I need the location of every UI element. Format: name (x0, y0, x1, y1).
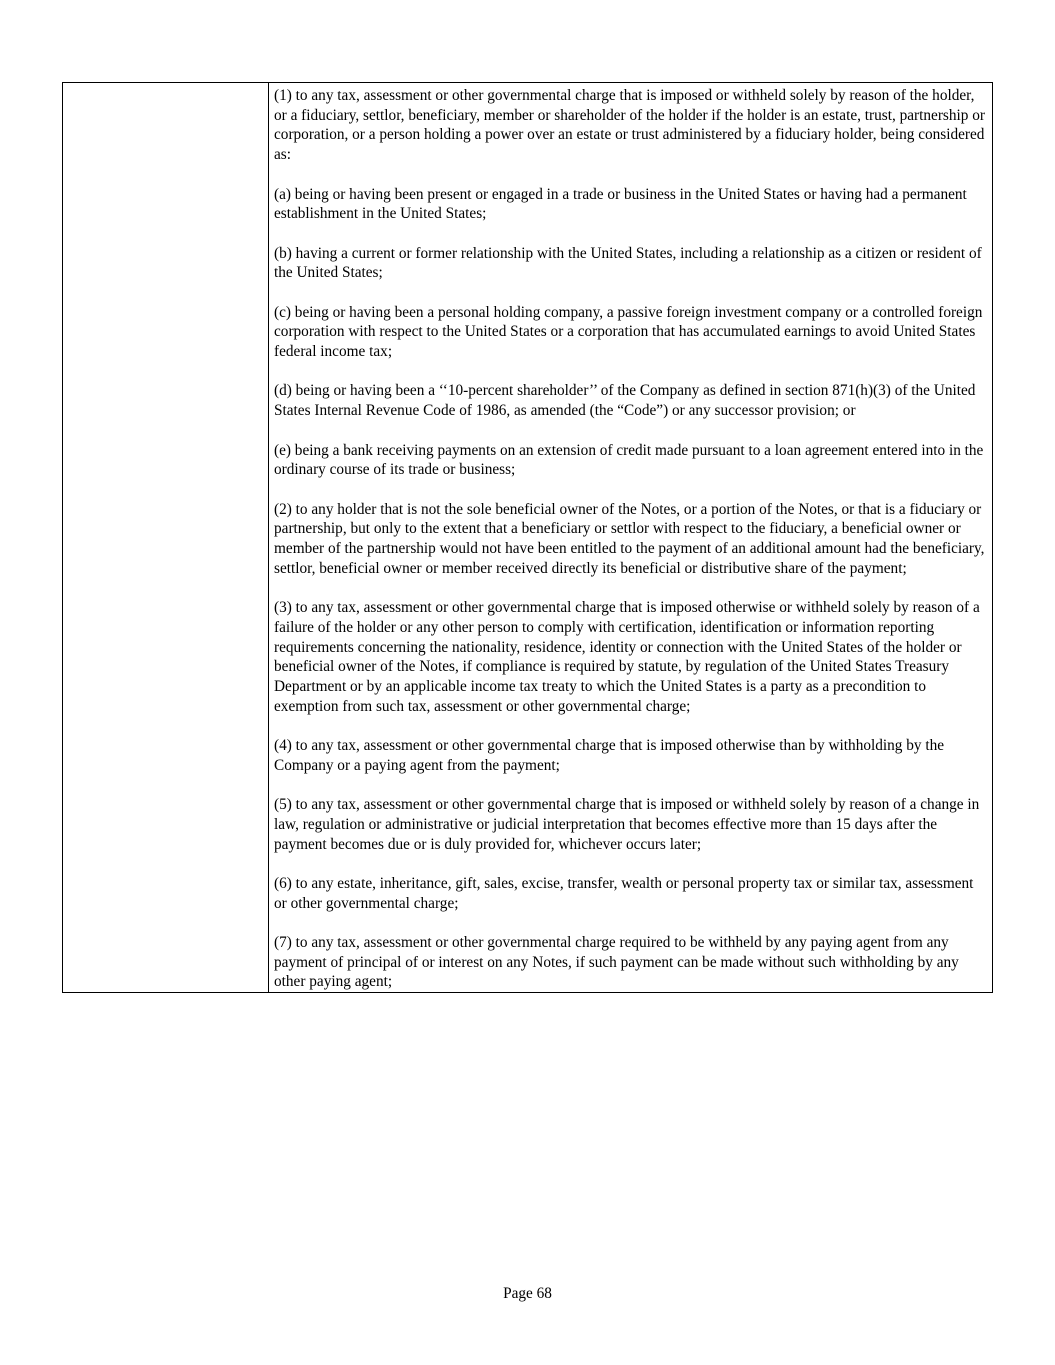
paragraph-7: (7) to any tax, assessment or other governmental charge required to be withheld by any paying agent from any payment of principal of or interest on any Notes, if such payment can be made without such withholding by any other paying agent; (274, 934, 959, 991)
paragraph-d: (d) being or having been a ‘‘10-percent shareholder’’ of the Company as defined in section 871(h)(3) of the United States Internal Revenue Code of 1986, as amended (the “Code”) or any successor provision; or (274, 382, 976, 420)
paragraph-2: (2) to any holder that is not the sole beneficial owner of the Notes, or a portion of the Notes, or that is a fiduciary or partnership, but only to the extent that a beneficiary or settlor with respect to the fiduciary, a beneficial owner or member of the partnership would not have been entitled to the payment of an additional amount had the beneficiary, settlor, beneficial owner or member received directly its beneficial or distributive share of the payment; (274, 500, 985, 577)
paragraph-a: (a) being or having been present or engaged in a trade or business in the United States or having had a permanent establishment in the United States; (274, 185, 967, 223)
table-row (63, 83, 993, 993)
page-number: Page 68 (503, 1285, 552, 1302)
left-empty-cell (63, 83, 269, 993)
paragraph-b: (b) having a current or former relationship with the United States, including a relationship as a citizen or resident of the United States; (274, 244, 982, 282)
paragraph-e: (e) being a bank receiving payments on an extension of credit made pursuant to a loan agreement entered into in the ordinary course of its trade or business; (274, 441, 984, 479)
paragraph-6: (6) to any estate, inheritance, gift, sales, excise, transfer, wealth or personal property tax or similar tax, assessment or other governmental charge; (274, 874, 974, 912)
paragraph-1: (1) to any tax, assessment or other governmental charge that is imposed or withheld solely by reason of the holder, or a fiduciary, settlor, beneficiary, member or shareholder of the holder if the holder is an estate, trust, partnership or corporation, or a person holding a power over an estate or trust administered by a fiduciary holder, being considered as: (274, 87, 985, 164)
paragraph-4: (4) to any tax, assessment or other governmental charge that is imposed otherwise than by withholding by the Company or a paying agent from the payment; (274, 737, 945, 774)
paragraph-5: (5) to any tax, assessment or other governmental charge that is imposed or withheld solely by reason of a change in law, regulation or administrative or judicial interpretation that becomes effective more than 15 days after the payment becomes due or is duly provided for, whichever occurs later; (274, 796, 980, 853)
content-cell (269, 83, 993, 993)
paragraph-3: (3) to any tax, assessment or other governmental charge that is imposed otherwise or withheld solely by reason of a failure of the holder or any other person to comply with certification, identification or information reporting requirements concerning the nationality, residence, identity or connection with the United States of the holder or beneficial owner of the Notes, if compliance is required by statute, by regulation of the United States Treasury Department or by an applicable income tax treaty to which the United States is a party as a precondition to exemption from such tax, assessment or other governmental charge; (274, 599, 980, 715)
document-table (62, 82, 993, 993)
paragraph-c: (c) being or having been a personal holding company, a passive foreign investment company or a controlled foreign corporation with respect to the United States or a corporation that has accumulated earnings to avoid United States federal income tax; (274, 303, 983, 361)
